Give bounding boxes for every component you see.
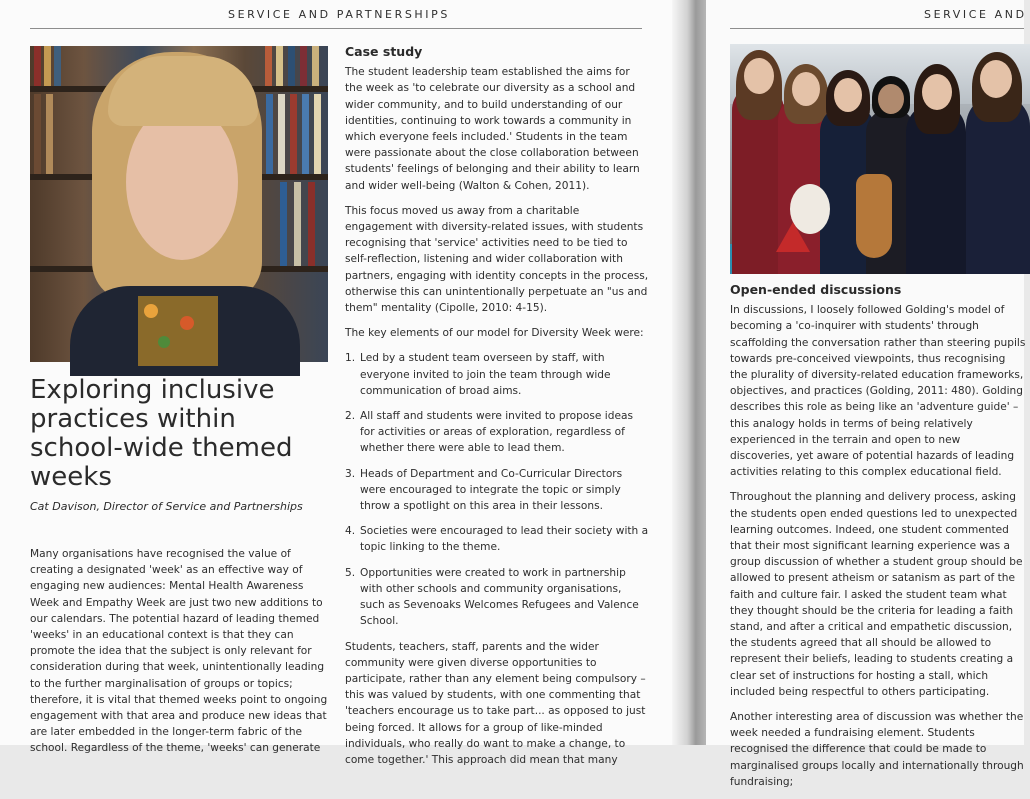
- header-rule: [30, 28, 642, 29]
- byline: Cat Davison, Director of Service and Partnerships: [30, 500, 303, 513]
- list-item: 2. All staff and students were invited to propose ideas for activities or areas of exploration, regardless of whether there were able to lead them.: [345, 410, 633, 455]
- case-study-paragraph-3: The key elements of our model for Diversity Week were:: [345, 327, 644, 340]
- intro-paragraph: Many organisations have recognised the value of creating a designated 'week' as an effective way of engaging new audiences: Mental Health Awareness Week and Empathy Week are just two new additions to our calendars. The potential hazard of leading themed 'weeks' in an educational context is that they can promote the idea that the subject is only relevant for consideration during that week, unintentionally leading to the further marginalisation of groups or topics; therefore, it is vital that themed weeks point to ongoing engagement with that area and produce new ideas that are later embedded in the longer-term fabric of the school. Regardless of the theme, 'weeks' can generate: [30, 548, 328, 755]
- right-paragraph-3: Another interesting area of discussion was whether the week needed a fundraising element. Students recognised the difference that could be made to marginalised groups locally and internationally through fundraising;: [730, 711, 1024, 788]
- key-elements-list: [345, 350, 649, 629]
- list-item: 3. Heads of Department and Co-Curricular Directors were encouraged to integrate the topic or simply throw a spotlight on this area in their lessons.: [345, 467, 623, 513]
- header-rule-right: [730, 28, 1024, 29]
- open-ended-heading: Open-ended discussions: [730, 282, 902, 297]
- case-study-paragraph-1: The student leadership team established the aims for the week as 'to celebrate our diversity as a school and wider community, and to build understanding of our identities, continuing to work towards a community in which everyone feels included.' Students in the team were passionate about the close collaboration between students' feelings of belonging and their ability to learn and wider well-being (Walton & Cohen, 2011).: [345, 66, 640, 192]
- right-paragraph-1: In discussions, I loosely followed Golding's model of becoming a 'co-inquirer with students' through scaffolding the conversation rather than steering pupils towards pre-conceived viewpoints, thus recognising the plurality of diversity-related education frameworks, objectives, and practices (Golding, 2011: 480). Golding describes this role as being like an 'adventure guide' – this analogy holds in terms of being relatively experienced in the terrain and open to new discoveries, yet aware of potential hazards of leading activities relating to this complex educational field.: [730, 304, 1026, 479]
- article-title: Exploring inclusive practices within school-wide themed weeks: [30, 375, 293, 492]
- case-study-column: [345, 44, 649, 777]
- list-item: 1. Led by a student team overseen by staff, with everyone invited to join the team through wide communication of broad aims.: [345, 352, 611, 397]
- portrait-photo: [30, 46, 328, 362]
- case-study-paragraph-4: Students, teachers, staff, parents and the wider community were given diverse opportunities to participate, rather than any element being compulsory – this was valued by students, with one commenting that 'teachers encourage us to take part... as opposed to just being forced. It allows for a group of like-minded individuals, who really do want to make a change, to come together.' This approach did mean that many: [345, 640, 646, 766]
- list-item: 4. Societies were encouraged to lead their society with a topic linking to the theme.: [345, 525, 649, 554]
- running-head: SERVICE AND PARTNERSHIPS: [228, 8, 450, 21]
- right-column: [730, 282, 1026, 799]
- case-study-heading: Case study: [345, 44, 423, 59]
- right-page: [706, 0, 1027, 788]
- list-item: 5. Opportunities were created to work in partnership with other schools and community organisations, such as Sevenoaks Welcomes Refugees and Valence School.: [345, 566, 639, 628]
- case-study-paragraph-2: This focus moved us away from a charitable engagement with diversity-related issues, with students recognising that 'service' activities need to be tied to self-reflection, listening and wider collaboration with partners, engaging with identity concepts in the process, otherwise this can unintentionally perpetuate an "us and them" mentality (Cipolle, 2010: 4-15).: [345, 204, 649, 315]
- running-head-right: SERVICE AND: [924, 8, 1027, 21]
- page-gutter: [672, 0, 706, 745]
- students-group-photo: [730, 44, 1030, 266]
- right-paragraph-2: Throughout the planning and delivery process, asking the students open ended questions led to unexpected learning outcomes. Indeed, one student commented that their most significant learning experience was a group discussion of whether a student group should be allowed to present atheism or satanism as part of the faith and culture fair. I asked the student team what they thought should be the criteria for leading a faith stand, and after a critical and empathetic discussion, the students agreed that all should be allowed to represent their beliefs, leading to students creating a clear set of instructions for hosting a stall, which included being respectful to others participating.: [730, 491, 1023, 698]
